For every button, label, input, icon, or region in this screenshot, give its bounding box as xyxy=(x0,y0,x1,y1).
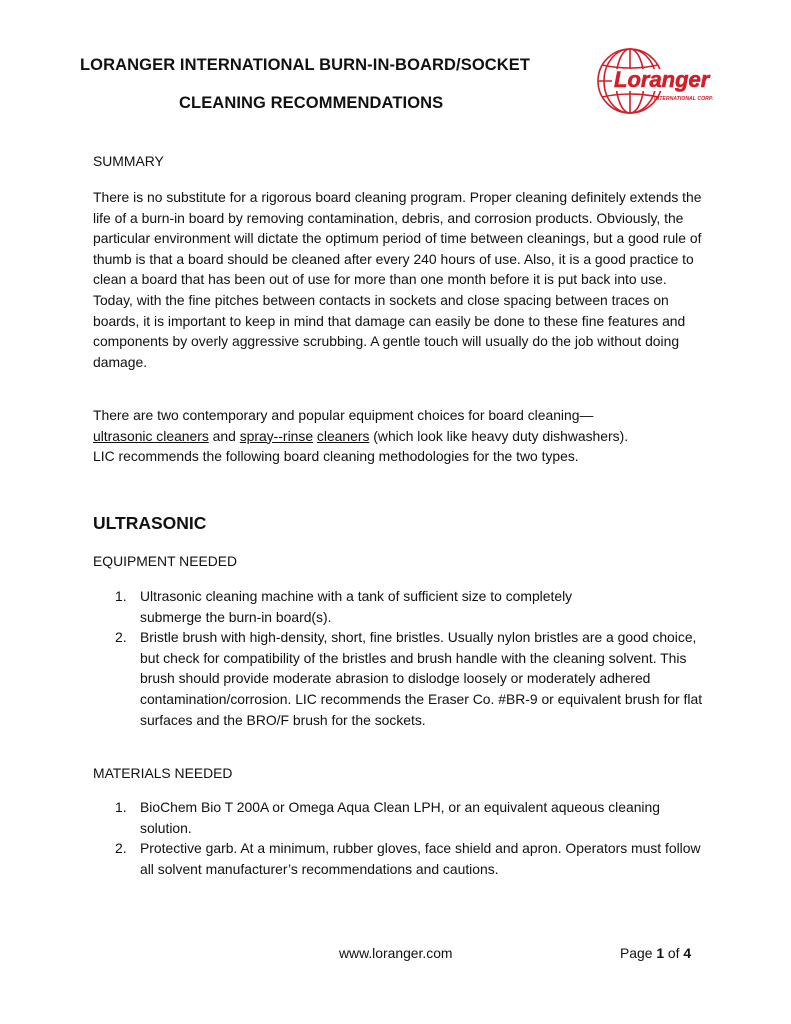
list-item-number: 1. xyxy=(115,799,127,815)
ultrasonic-cleaners-link[interactable]: ultrasonic cleaners xyxy=(93,427,209,444)
page-total: 4 xyxy=(683,945,692,961)
summary-paragraph-1 xyxy=(93,187,703,372)
summary-paragraph-1-text: There is no substitute for a rigorous board cleaning program. Proper cleaning definitely extends the life of a burn-in board by removing contamination, debris, and corrosion products. Obviously, the particular environment will dictate the optimum period of time between cleanings, but a good rule of thumb is that a board should be cleaned after every 240 hours of use. Also, it is a good practice to clean a board that has been out of use for more than one month before it is put back into use. Today, with the fine pitches between contacts in sockets and close spacing between traces on boards, it is important to keep in mind that damage can easily be done to these fine features and components by overly aggressive scrubbing. A gentle touch will usually do the job without doing damage. xyxy=(93,189,702,370)
document-title-line1: LORANGER INTERNATIONAL BURN-IN-BOARD/SOCKET xyxy=(80,56,531,74)
footer-page-number xyxy=(620,945,691,961)
materials-list xyxy=(93,797,708,879)
list-item xyxy=(93,797,708,838)
summary-paragraph-2 xyxy=(93,405,703,467)
paragraph2-tail: (which look like heavy duty dishwashers). xyxy=(369,427,629,444)
list-item xyxy=(93,838,708,879)
spray-rinse-link[interactable]: spray--rinse xyxy=(239,427,314,444)
page-of: of xyxy=(664,945,684,961)
list-item-number: 2. xyxy=(115,840,127,857)
materials-needed-label: MATERIALS NEEDED xyxy=(93,765,233,781)
list-item-text: BioChem Bio T 200A or Omega Aqua Clean LPH, or an equivalent aqueous cleaning solution. xyxy=(140,799,660,836)
summary-label: SUMMARY xyxy=(93,153,164,169)
cleaners-link[interactable]: cleaners xyxy=(316,427,370,444)
list-item-text: Protective garb. At a minimum, rubber gloves, face shield and apron. Operators must follow all solvent manufacturer’s recommendations and cautions. xyxy=(140,840,701,877)
logo-wordmark: Loranger xyxy=(614,67,710,92)
loranger-logo xyxy=(594,45,722,117)
footer-website-link[interactable]: www.loranger.com xyxy=(339,945,453,961)
logo-subtext: INTERNATIONAL CORP. xyxy=(654,96,714,102)
ultrasonic-heading: ULTRASONIC xyxy=(93,513,207,533)
list-item-number: 1. xyxy=(115,588,127,604)
list-item-number: 2. xyxy=(115,629,127,646)
list-item xyxy=(93,586,708,627)
page-current: 1 xyxy=(656,945,665,961)
list-item-text: Bristle brush with high-density, short, fine bristles. Usually nylon bristles are a good choice, but check for compatibility of the bristles and brush handle with the cleaning solvent. This brush should provide moderate abrasion to dislodge loosely or moderately adhered contamination/corrosion. LIC recommends the Eraser Co. #BR-9 or equivalent brush for flat surfaces and the BRO/F brush for the sockets. xyxy=(140,629,703,728)
equipment-list xyxy=(93,586,708,730)
paragraph2-line3: LIC recommends the following board cleaning methodologies for the two types. xyxy=(93,448,579,465)
page-word: Page xyxy=(620,945,657,961)
list-item-text: Ultrasonic cleaning machine with a tank of sufficient size to completely submerge the burn-in board(s). xyxy=(140,588,573,625)
document-title-line2: CLEANING RECOMMENDATIONS xyxy=(179,94,444,112)
paragraph2-intro: There are two contemporary and popular equipment choices for board cleaning— xyxy=(93,407,594,423)
paragraph2-and: and xyxy=(208,427,240,444)
list-item xyxy=(93,627,708,730)
equipment-needed-label: EQUIPMENT NEEDED xyxy=(93,553,238,569)
